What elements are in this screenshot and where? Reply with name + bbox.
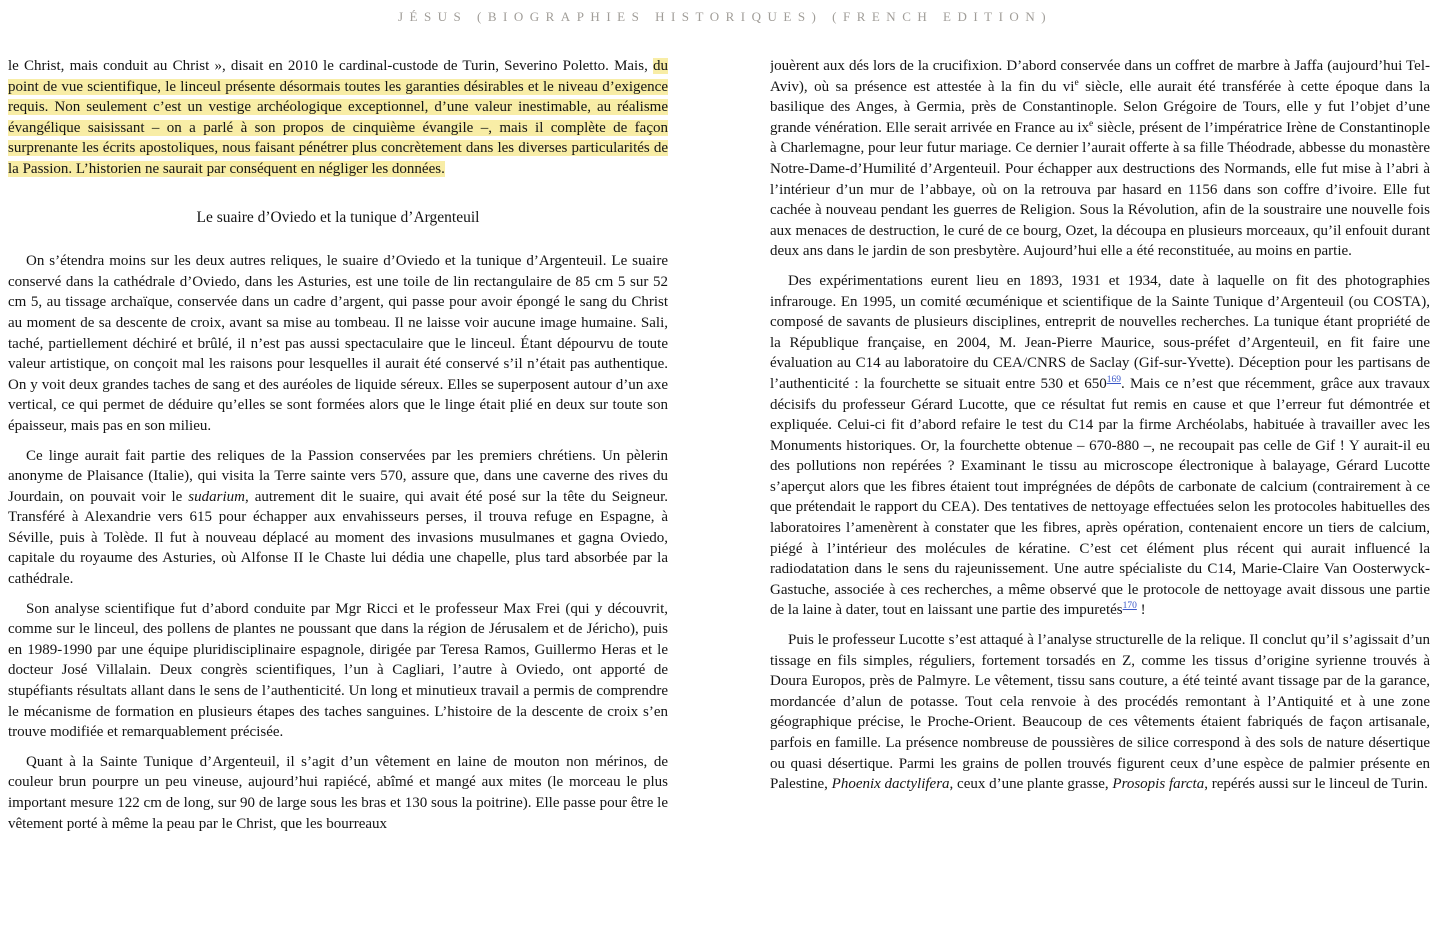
paragraph xyxy=(770,56,1430,262)
footnote-link[interactable]: 170 xyxy=(1122,601,1137,612)
paragraph xyxy=(770,271,1430,621)
section-heading: Le suaire d’Oviedo et la tunique d’Argenteuil xyxy=(196,208,480,226)
book-header-title: JÉSUS (BIOGRAPHIES HISTORIQUES) (FRENCH EDITION) xyxy=(397,9,1053,24)
superscript-text: e xyxy=(1089,118,1094,129)
paragraph xyxy=(770,630,1430,795)
text-run: Quant à la Sainte Tunique d’Argenteuil, il s’agit d’un vêtement en laine de mouton non mérinos, de couleur brun pourpre un peu vineuse, aujourd’hui rapiécé, abîmé et mangé aux mites (le morceau le plus important mesure 122 cm de long, sur 90 de large sous les bras et 130 sous la poitrine). Elle passe pour être le vêtement porté à même la peau par le Christ, que les bourreaux xyxy=(8,753,668,832)
text-run: Des expérimentations eurent lieu en 1893, 1931 et 1934, date à laquelle on fit des photographies infrarouge. En 1995, un comité œcuménique et scientifique de la Sainte Tunique d’Argenteuil (ou COSTA), composé de savants de plusieurs disciplines, entreprit de nouvelles recherches. La tunique étant propriété de la République française, en 2004, M. Jean-Pierre Maurice, sous-préfet d’Argenteuil, en fit faire une évaluation au C14 au laboratoire du CEA/CNRS de Saclay (Gif-sur-Yvette). Déception pour les partisans de l’authenticité : la fourchette se situait entre 530 et 650 xyxy=(770,272,1430,392)
highlight[interactable]: du point de vue scientifique, le linceul présente désormais toutes les garanties désirables et le niveau d’exigence requis. Non seulement c’est un vestige archéologique exceptionnel, d’une valeur inestimable, au réalisme évangélique saisissant – on a parlé à son propos de cinquième évangile –, mais il complète de façon surprenante les écrits apostoliques, nous faisant pénétrer plus concrètement dans les diverses particularités de la Passion. L’historien ne saurait par conséquent en négliger les données. xyxy=(8,58,668,177)
paragraph xyxy=(8,446,668,590)
reading-area xyxy=(0,56,1450,936)
reading-column-left xyxy=(8,56,668,936)
text-run: , repérés aussi sur le linceul de Turin. xyxy=(1204,776,1428,793)
text-run: On s’étendra moins sur les deux autres reliques, le suaire d’Oviedo et la tunique d’Argenteuil. Le suaire conservé dans la cathédrale d’Oviedo, dans les Asturies, est une toile de lin rectangulaire de 85 cm 5 sur 52 cm 5, au tissage archaïque, conservée dans un cadre d’argent, qui passe pour avoir épongé le sang du Christ au moment de sa descente de croix, avant sa mise au tombeau. Il ne laisse voir aucune image humaine. Sali, taché, partiellement déchiré et brûlé, il n’est pas aussi spectaculaire que le linceul. Étant dépourvu de toute valeur artistique, on conçoit mal les raisons pour lesquelles il aurait été conservé s’il n’était pas authentique. On y voit deux grandes taches de sang et des auréoles de liquide séreux. Elles se superposent autour d’un axe vertical, ce qui permet de déduire qu’elles se sont formées alors que le linge était plié en deux sur toute son épaisseur, mais pas en son milieu. xyxy=(8,253,668,434)
footnote-link[interactable]: 169 xyxy=(1106,374,1121,385)
text-run: Son analyse scientifique fut d’abord conduite par Mgr Ricci et le professeur Max Frei (qui y découvrit, comme sur le linceul, des pollens de plantes ne poussant que dans la région de Jérusalem et de Jéricho), puis en 1989-1990 par une équipe pluridisciplinaire espagnole, dirigée par Teresa Ramos, Guillermo Heras et le docteur José Villalain. Deux congrès scientifiques, l’un à Cagliari, l’autre à Oviedo, ont apporté de stupéfiants résultats allant dans le sens de l’authenticité. Un long et minutieux travail a permis de comprendre le mécanisme de formation en plusieurs étapes des taches sanguines. L’histoire de la descente de croix s’en trouve modifiée et remarquablement précisée. xyxy=(8,600,668,741)
paragraph xyxy=(8,752,668,834)
text-run: siècle, elle aurait été transférée à cette époque dans la basilique des Anges, à Germia, près de Constantinople. Selon Grégoire de Tours, elle y fut l’objet d’une grande vénération. Elle serait arrivée en France au ix xyxy=(770,78,1430,136)
text-run: . Mais ce n’est que récemment, grâce aux travaux décisifs du professeur Gérard Lucotte, que ce résultat fut remis en cause et que l’erreur fut démontrée et expliquée. Celui-ci fit d’abord refaire le test du C14 par la firme Archéolabs, habituée à travailler avec les Monuments historiques. Or, la fourchette obtenue – 670-880 –, ne recoupait pas celle de Gif ! Y aurait-il eu des pollutions non repérées ? Examinant le tissu au microscope électronique à balayage, Gérard Lucotte s’aperçut alors que les fibres étaient tout imprégnées de dépôts de carbonate de calcium (contrairement à ce que prétendait le rapport du CEA). Des tentatives de nettoyage effectuées selon les protocoles habituelles des laboratoires l’amenèrent à constater que les fibres, après opération, contenaient encore un tiers de calcium, piégé à l’intérieur des molécules de kératine. C’est cet élément plus récent qui aurait influencé la radiodatation dans le sens du rajeunissement. Une autre spécialiste du C14, Marie-Claire Van Oosterwyck-Gastuche, associée à ces recherches, a même observé que le protocole de nettoyage avait dissous une partie de la laine à dater, tout en laissant une partie des impuretés xyxy=(770,375,1430,619)
italic-text: Prosopis farcta xyxy=(1112,776,1205,793)
italic-text: sudarium xyxy=(188,488,245,505)
text-run: le Christ, mais conduit au Christ », disait en 2010 le cardinal-custode de Turin, Severino Poletto. Mais, xyxy=(8,58,653,74)
text-run: Ce linge aurait fait partie des reliques de la Passion conservées par les premiers chrétiens. Un pèlerin anonyme de Plaisance (Italie), qui visita la Terre sainte vers 570, assure que, dans une caverne des rives du Jourdain, on pouvait voir le xyxy=(8,447,668,505)
text-run: , ceux d’une plante grasse, xyxy=(949,776,1113,793)
superscript-text: e xyxy=(1074,77,1079,88)
text-run: siècle, présent de l’impératrice Irène de Constantinople à Charlemagne, pour leur futur mariage. Ce dernier l’aurait offerte à sa fille Théodrade, abbesse du monastère Notre-Dame-d’Humilité d’Argenteuil. Pour échapper aux destructions des Normands, elle fut mise à l’abri à l’intérieur d’un mur de l’abbaye, où on la retrouva par hasard en 1156 dans son coffre d’ivoire. Elle fut cachée à nouveau pendant les guerres de Religion. Sous la Révolution, afin de la soustraire une nouvelle fois aux menaces de destruction, le curé de ce bourg, Ozet, la découpa en plusieurs morceaux, qu’il enfouit durant deux ans dans le jardin de son presbytère. Aujourd’hui elle a été reconstituée, au moins en partie. xyxy=(770,119,1430,260)
italic-text: Phoenix dactylifera xyxy=(831,776,950,793)
text-run: , autrement dit le suaire, qui avait été posé sur la tête du Seigneur. Transféré à Alexandrie vers 615 pour échapper aux envahisseurs perses, il trouva refuge en Espagne, à Séville, puis à Tolède. Il fut à nouveau déplacé au moment des invasions musulmanes et gagna Oviedo, capitale du royaume des Asturies, où Alfonse II le Chaste lui dédia une chapelle, plus tard absorbée par la cathédrale. xyxy=(8,488,668,588)
paragraph xyxy=(8,56,668,180)
text-run: jouèrent aux dés lors de la crucifixion. D’abord conservée dans un coffret de marbre à Jaffa (aujourd’hui Tel-Aviv), où sa présence est attestée à la fin du vi xyxy=(770,58,1430,95)
paragraph xyxy=(8,599,668,743)
text-run: Puis le professeur Lucotte s’est attaqué à l’analyse structurelle de la relique. Il conclut qu’il s’agissait d’un tissage en fils simples, réguliers, fortement torsadés en Z, comme les tissus d’origine syrienne trouvés à Doura Europos, près de Palmyre. Le vêtement, tissu sans couture, a été teinté avant tissage par de la garance, mordancée d’alun de potasse. Tout cela renvoie à des procédés remontant à l’Antiquité et à une zone géographique précise, le Proche-Orient. Beaucoup de ces vêtements étaient fabriqués de façon artisanale, parfois en famille. La présence nombreuse de poussières de silice correspond à des sols de nature désertique ou quasi désertique. Parmi les grains de pollen trouvés figurent ceux d’une espèce de palmier présente en Palestine, xyxy=(770,632,1430,793)
reading-column-right xyxy=(770,56,1430,936)
paragraph xyxy=(8,251,668,436)
text-run: ! xyxy=(1136,602,1146,619)
